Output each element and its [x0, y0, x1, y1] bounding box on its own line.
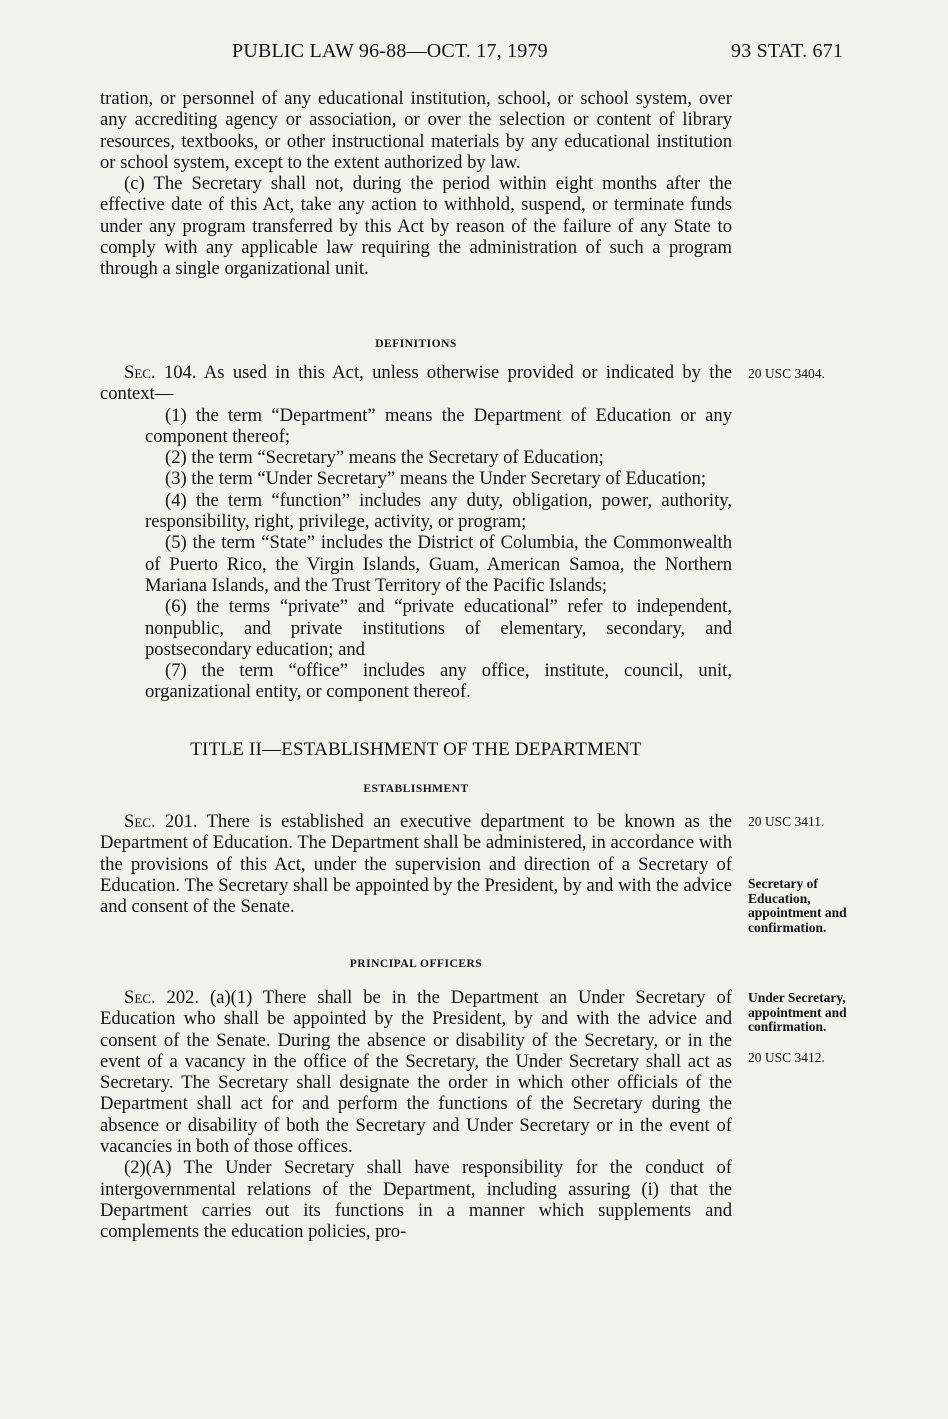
heading-definitions: DEFINITIONS	[375, 338, 457, 350]
sec-202-a1: Sec. 202. (a)(1) There shall be in the Department an Under Secretary of Education who shall be appointed by the President, by and with the advice and consent of the Senate. During the absence or disability of the Secretary, or in the event of a vacancy in the office of the Secretary, the Under Secretary shall act as Secretary. The Secretary shall designate the order in which other officials of the Department shall act for and perform the functions of the Secretary during the absence or disability of both the Secretary and Under Secretary or in the event of vacancies in both of those offices.	[100, 987, 732, 1158]
margin-note-usc-3412: 20 USC 3412.	[748, 1050, 825, 1065]
margin-note-usc-3404: 20 USC 3404.	[748, 366, 825, 381]
principal-officers-heading-block	[100, 958, 732, 970]
sec-label: Sec.	[124, 987, 156, 1008]
sec-201-text: Sec. 201. There is established an executive department to be known as the Department of Education. The Department shall be administered, in accordance with the provisions of this Act, under the supervision and direction of a Secretary of Education. The Secretary shall be appointed by the President, by and with the advice and consent of the Senate.	[100, 811, 732, 918]
running-header-law: PUBLIC LAW 96-88—OCT. 17, 1979	[232, 40, 548, 62]
sec-label: Sec.	[124, 362, 156, 383]
definition-4: (4) the term “function” includes any duty, obligation, power, authority, responsibility, right, privilege, activity, or program;	[145, 489, 732, 533]
margin-note-usc-3411: 20 USC 3411.	[748, 814, 825, 829]
title-ii-heading	[100, 739, 732, 761]
heading-establishment: ESTABLISHMENT	[363, 783, 469, 795]
definition-3: (3) the term “Under Secretary” means the Under Secretary of Education;	[165, 468, 707, 490]
paragraph-continued: tration, or personnel of any educational institution, school, or school system, over any accrediting agency or association, or over the selection or content of library resources, textbooks, or other instructional materials by any educational institution or school system, except to the extent authorized by law.	[100, 88, 732, 173]
section-202	[100, 987, 732, 1243]
margin-note-secretary-appointment: Secretary of Education, appointment and confirmation.	[748, 876, 847, 935]
sec-202-a2A: (2)(A) The Under Secretary shall have responsibility for the conduct of intergovernmental relations of the Department, including assuring (i) that the Department carries out its functions in a manner which supplements and complements the education policies, pro-	[100, 1157, 732, 1243]
definition-6: (6) the terms “private” and “private educational” refer to independent, nonpublic, and private institutions of elementary, secondary, and postsecondary education; and	[145, 596, 732, 660]
heading-principal-officers: PRINCIPAL OFFICERS	[349, 958, 483, 970]
sec-104-intro	[100, 362, 732, 405]
definitions-section	[100, 338, 732, 350]
definition-7: (7) the term “office” includes any office, institute, council, unit, organizational entity, or component thereof.	[145, 660, 732, 703]
title-ii: TITLE II—ESTABLISHMENT OF THE DEPARTMENT	[190, 739, 642, 760]
section-201	[100, 811, 732, 917]
main-text-column	[100, 88, 732, 280]
definition-2: (2) the term “Secretary” means the Secretary of Education;	[165, 447, 604, 469]
definition-5: (5) the term “State” includes the District of Columbia, the Commonwealth of Puerto Rico, the Virgin Islands, Guam, American Samoa, the Northern Mariana Islands, and the Trust Territory of the Pacific Islands;	[145, 532, 732, 596]
paragraph-c: (c) The Secretary shall not, during the period within eight months after the effective date of this Act, take any action to withhold, suspend, or terminate funds under any program transferred by this Act by reason of the failure of any State to comply with any applicable law requiring the administration of such a program through a single organizational unit.	[100, 173, 732, 280]
section-104	[100, 362, 732, 703]
margin-note-under-secretary-appointment: Under Secretary, appointment and confirmation.	[748, 990, 847, 1034]
definition-1: (1) the term “Department” means the Department of Education or any component thereof;	[145, 404, 732, 447]
running-header-stat-page: 93 STAT. 671	[731, 40, 844, 62]
establishment-heading-block	[100, 783, 732, 795]
sec-104-text: 104. As used in this Act, unless otherwise provided or indicated by the context—	[100, 362, 732, 405]
sec-label: Sec.	[124, 811, 156, 832]
